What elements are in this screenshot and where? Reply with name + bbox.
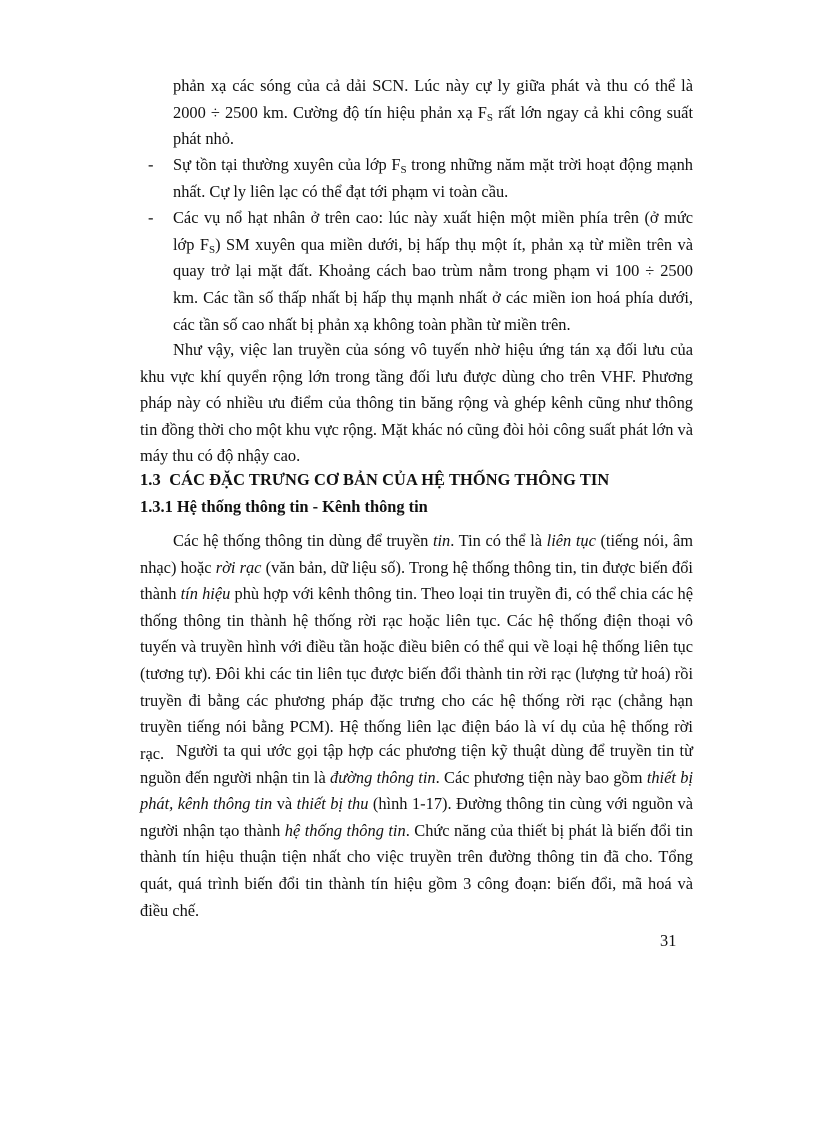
subscript: S: [486, 111, 493, 124]
list-item: - Sự tồn tại thường xuyên của lớp $F_S$ trong những năm mặt trời hoạt động mạnh nhất. Cự ly liên lạc có thể đạt tới phạm vi toàn cầu.: [148, 152, 693, 205]
subscript: S: [400, 164, 407, 176]
paragraph-information-systems: Các hệ thống thông tin dùng để truyền tin. Tin có thể là liên tục (tiếng nói, âm nhạc) hoặc rời rạc (văn bản, dữ liệu số). Trong hệ thống thông tin, tin được biến đổi thành tín hiệu phù hợp với kênh thông tin. Theo loại tin truyền đi, có thể chia các hệ thống thông tin thành hệ thống rời rạc hoặc liên tục. Các hệ thống điện thoại vô tuyến và truyền hình với điều tần hoặc điều biên có thể qui về loại hệ thống liên tục (tương tự). Đôi khi các tin liên tục được biến đổi thành tin rời rạc (lượng tử hoá) rồi truyền đi bằng các phương pháp đặc trưng cho các hệ thống rời rạc (chẳng hạn truyền tiếng nói bằng PCM). Hệ thống liên lạc điện báo là ví dụ của hệ thống rời rạc.: [140, 531, 694, 763]
bullet-dash: -: [148, 155, 154, 174]
paragraph-tropospheric-scatter: Như vậy, việc lan truyền của sóng vô tuyến nhờ hiệu ứng tán xạ đối lưu của khu vực khí quyển rộng lớn trong tầng đối lưu được dùng cho trên VHF. Phương pháp này có nhiều ưu điểm của thông tin băng rộng và ghép kênh cũng như thông tin đồng thời cho một khu vực rộng. Mặt khác nó cũng đòi hỏi công suất phát lớn và máy thu có độ nhậy cao.: [140, 340, 693, 466]
subsection-heading: 1.3.1 Hệ thống thông tin - Kênh thông tin: [140, 497, 428, 516]
continuation-paragraph: phản xạ các sóng của cả dải SCN. Lúc này cự ly giữa phát và thu có thể là 2000 ÷ 2500 km. Cường độ tín hiệu phản xạ $F_S$ rất lớn ngay cả khi công suất phát nhỏ.: [173, 76, 693, 149]
section-heading: 1.3 CÁC ĐẶC TRƯNG CƠ BẢN CỦA HỆ THỐNG THÔNG TIN: [140, 470, 610, 489]
bullet-list: [148, 152, 693, 338]
list-item: - Các vụ nổ hạt nhân ở trên cao: lúc này xuất hiện một miền phía trên (ở mức lớp $F_S$) SM xuyên qua miền dưới, bị hấp thụ một ít, phản xạ từ miền trên và quay trở lại mặt đất. Khoảng cách bao trùm nằm trong phạm vi 100 ÷ 2500 km. Các tần số thấp nhất bị hấp thụ mạnh nhất ở các miền ion hoá phía dưới, các tần số cao nhất bị phản xạ không toàn phần từ miền trên.: [148, 205, 693, 338]
bullet-dash: -: [148, 208, 154, 228]
page-number: 31: [660, 931, 677, 950]
paragraph-communication-channel: Người ta qui ước gọi tập hợp các phương tiện kỹ thuật dùng để truyền tin từ nguồn đến người nhận tin là đường thông tin. Các phương tiện này bao gồm thiết bị phát, kênh thông tin và thiết bị thu (hình 1-17). Đường thông tin cùng với nguồn và người nhận tạo thành hệ thống thông tin. Chức năng của thiết bị phát là biến đổi tin thành tín hiệu thuận tiện nhất cho việc truyền trên đường thông tin đã cho. Tổng quát, quá trình biến đổi tin thành tín hiệu gồm 3 công đoạn: biến đổi, mã hoá và điều chế.: [140, 741, 694, 920]
subscript: S: [209, 243, 216, 256]
